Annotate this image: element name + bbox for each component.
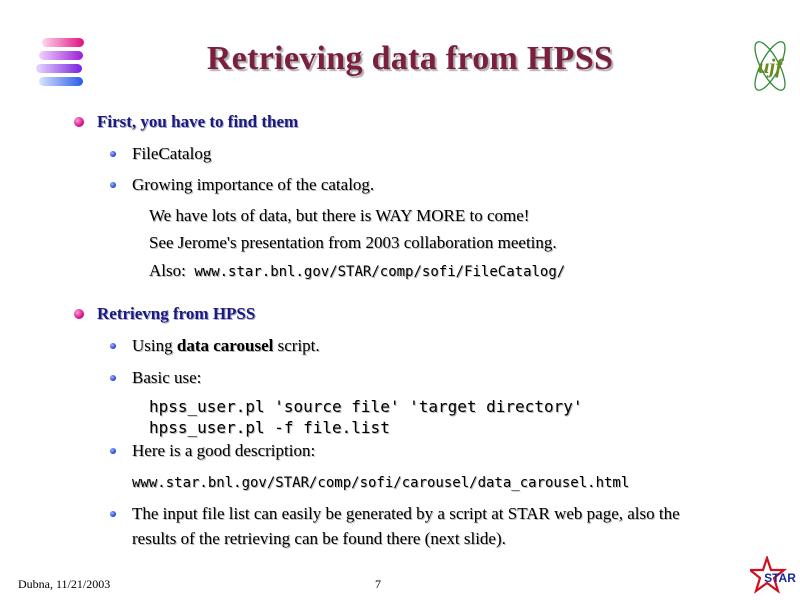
- bullet-icon: [110, 182, 116, 188]
- bullet-icon: [74, 117, 84, 127]
- list-item: Here is a good description:: [132, 441, 316, 460]
- list-item: Growing importance of the catalog.: [132, 175, 375, 194]
- star-logo: [750, 556, 796, 596]
- star-logo-text: STAR: [764, 571, 796, 585]
- list-item: Basic use:: [132, 368, 202, 387]
- bullet-icon: [110, 343, 116, 349]
- bullet-icon: [74, 309, 84, 319]
- filecatalog-link[interactable]: www.star.bnl.gov/STAR/comp/sofi/FileCatalog/: [194, 264, 566, 280]
- section1-heading: First, you have to find them: [97, 112, 299, 131]
- bullet-icon: [110, 448, 116, 454]
- note-line: See Jerome's presentation from 2003 collaboration meeting.: [149, 233, 557, 252]
- code-line: hpss_user.pl 'source file' 'target directory': [149, 397, 583, 416]
- using-suffix: script.: [273, 336, 320, 355]
- ujf-logo: [748, 36, 792, 96]
- footer-date: Dubna, 11/21/2003: [18, 577, 111, 591]
- slide-title: Retrieving data from HPSS: [206, 40, 614, 77]
- list-item-continuation: results of the retrieving can be found there (next slide).: [132, 529, 506, 548]
- bullet-icon: [110, 151, 116, 157]
- carousel-link[interactable]: www.star.bnl.gov/STAR/comp/sofi/carousel/data_carousel.html: [132, 475, 630, 491]
- bullet-icon: [110, 511, 116, 517]
- list-item: FileCatalog: [132, 144, 212, 163]
- data-carousel-term: data carousel: [176, 336, 274, 355]
- section2-heading: Retrievng from HPSS: [97, 304, 256, 323]
- ujf-logo-text: ujf: [757, 54, 783, 78]
- note-line: We have lots of data, but there is WAY MORE to come!: [149, 206, 530, 225]
- list-item: The input file list can easily be generated by a script at STAR web page, also the: [132, 504, 680, 523]
- also-line: [149, 261, 565, 281]
- bullet-icon: [110, 375, 116, 381]
- list-item: [132, 336, 320, 356]
- page-number: 7: [375, 577, 381, 591]
- using-prefix: Using: [132, 336, 177, 355]
- also-label: Also:: [149, 261, 186, 280]
- code-line: hpss_user.pl -f file.list: [149, 418, 390, 437]
